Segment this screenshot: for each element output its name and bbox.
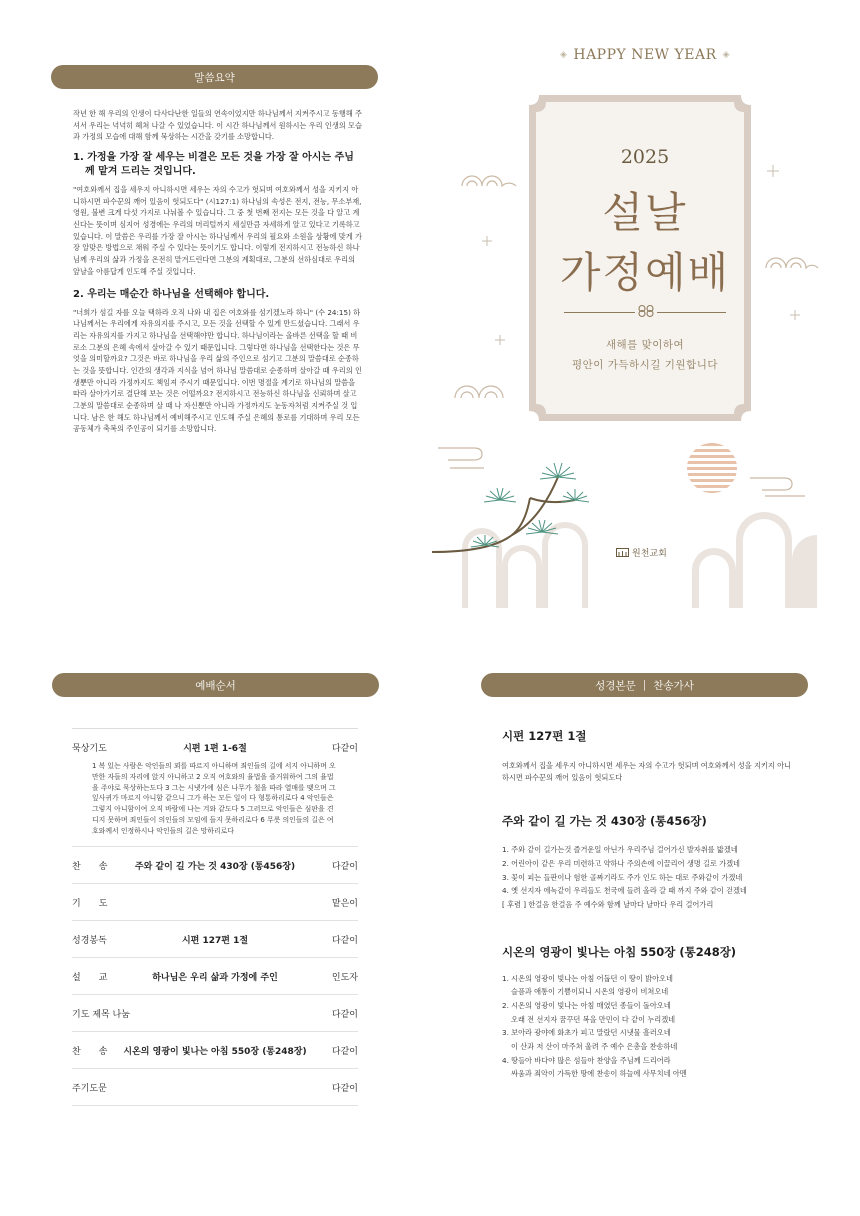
order-row <box>72 995 358 1032</box>
diamond-icon: ◈ <box>559 50 568 60</box>
lyric-line: 4. 땅들아 바다야 많은 섬들아 찬양을 주님께 드리어라 <box>502 1055 671 1065</box>
lyric-line: 싸움과 죄악이 가득한 땅에 찬송이 하늘에 사무치네 아멘 <box>511 1069 687 1079</box>
summary-point1-title: 1. 가정을 가장 잘 세우는 비결은 모든 것을 가장 잘 아시는 주님께 맡겨 드리는 것입니다. <box>73 151 354 178</box>
order-leader: 다같이 <box>331 743 358 754</box>
order-leader: 다같이 <box>331 935 358 946</box>
order-leader: 맡은이 <box>331 898 358 909</box>
header-separator: | <box>642 679 647 691</box>
scripture-header <box>481 673 808 697</box>
lyric-line: 2. 시온의 영광이 빛나는 아침 매였던 종들이 돌아오네 <box>502 1001 671 1011</box>
summary-point1-text: "여호와께서 집을 세우지 아니하시면 세우는 자의 수고가 헛되며 여호와께서 성을 지키지 아니하시면 파수꾼의 깨어 있음이 헛되도다" (시127:1) 하나님의 속성은 전지, 전능, 무소부재, 영원, 불변 크게 다섯 가지로 나눠볼 수 있습니다. 그 중 첫 번째 전지는 모든 것을 다 알고 계신다는 뜻이며 심지어 성경에는 우리의 머리털까지 세실만큼 자세하게 알고 있다고 기록하고 있습니다. 이 말씀은 우리를 가장 잘 아시는 하나님께서 우리의 필요와 소원을 상황에 맞게 가장 알맞은 방법으로 채워 주실 수 있다는 뜻이기도 합니다. 이렇게 전지하시고 전능하신 하나님께 우리의 삶과 가정을 온전히 맡겨드린다면 그분의 계획대로, 그분의 선하심대로 우리의 앞날을 아름답게 인도해 주실 것입니다. <box>73 184 362 276</box>
order-label: 성경봉독 <box>72 935 107 946</box>
lyric-line: 4. 옛 선지자 에녹같이 우리들도 천국에 들려 올라 갈 때 까지 주와 같이 걷겠네 <box>502 886 747 896</box>
order-leader: 다같이 <box>331 861 358 872</box>
summary-intro: 작년 한 해 우리의 인생이 다사다난한 일들의 연속이었지만 하나님께서 지켜주시고 동행해 주셔서 우리는 넉넉히 헤쳐 나갈 수 있었습니다. 이 시간 하나님께서 원하시는 우리 인생의 모습과 가정의 모습에 대해 함께 묵상하는 시간을 갖기를 소망합니다. <box>73 109 362 142</box>
scripture-text: 여호와께서 집을 세우지 아니하시면 세우는 자의 수고가 헛되며 여호와께서 성을 지키지 아니하시면 파수꾼의 깨어 있음이 헛되도다 <box>502 761 791 782</box>
order-row <box>72 958 358 995</box>
lyric-line: 이 산과 저 산이 마주쳐 울려 주 예수 은총을 찬송하네 <box>511 1042 678 1052</box>
lyric-line: 2. 어린아이 같은 우리 미련하고 약하나 주의손에 이끌리어 생명 길로 가겠네 <box>502 858 741 868</box>
summary-header-label: 말씀요약 <box>194 71 235 84</box>
order-leader: 다같이 <box>331 1009 358 1020</box>
cover-title-line1: 설날 <box>602 188 688 237</box>
order-row <box>72 1032 358 1069</box>
lyric-line: 3. 보아라 광야에 화초가 피고 말랐던 시냇물 흘러오네 <box>502 1028 671 1038</box>
hymn1-lyrics <box>502 843 794 911</box>
order-leader: 다같이 <box>331 1046 358 1057</box>
hymn2-title: 시온의 영광이 빛나는 아침 550장 (통248장) <box>502 944 737 959</box>
church-icon <box>616 548 629 557</box>
order-reading: 1 복 있는 사람은 악인들의 꾀를 따르지 아니하며 죄인들의 길에 서지 아니하며 오만한 자들의 자리에 앉지 아니하고 2 오직 여호와의 율법을 즐거워하여 그의 율법을 주야로 묵상하는도다 3 그는 시냇가에 심은 나무가 철을 따라 열매를 맺으며 그 잎사귀가 마르지 아니함 같으니 그가 하는 모든 일이 다 형통하리로다 4 악인들은 그렇지 아니함이여 오직 바람에 나는 겨와 같도다 5 그러므로 악인들은 심판을 견디지 못하며 죄인들이 의인들의 모임에 들지 못하리로다 6 무릇 의인들의 길은 여호와께서 인정하시나 악인들의 길은 망하리로다 <box>92 762 336 835</box>
order-leader: 다같이 <box>331 1083 358 1094</box>
summary-header <box>51 65 378 89</box>
order-row <box>72 847 358 884</box>
happy-new-year-banner <box>430 47 860 63</box>
hymn1-title: 주와 같이 길 가는 것 430장 (통456장) <box>502 814 707 829</box>
lyric-line: 3. 꽃이 피는 들판이나 험한 골짜기라도 주가 인도 하는 대로 주와같이 가겠네 <box>502 872 743 882</box>
cover-panel <box>430 0 860 640</box>
order-label: 주기도문 <box>72 1083 107 1094</box>
lyric-line: 오래 전 선지자 꿈꾸던 복을 만민이 다 같이 누리겠네 <box>511 1014 676 1024</box>
order-row <box>72 1069 358 1106</box>
worship-order-table <box>72 728 358 1106</box>
summary-point2-text: "너희가 섬길 자를 오늘 택하라 오직 나와 내 집은 여호와를 섬기겠노라 하니" (수 24:15) 하나님께서는 우리에게 자유의지를 주시고, 모든 것을 선택할 수 있게 만드셨습니다. 그래서 우리는 자유의지를 가지고 하나님을 선택해야만 합니다. 하나님이라는 올바른 선택을 할 때 비로소 그분의 은혜 속에서 살아갈 수 있기 때문입니다. 그렇다면 하나님을 선택한다는 것은 무엇을 의미할까요? 그것은 바로 하나님을 우리 삶의 주인으로 섬기고 그분의 말씀대로 순종하는 것을 뜻합니다. 인간의 생각과 지식을 넘어 하나님 말씀대로 순종하며 살아갈 때 우리의 인생뿐만 아니라 가정까지도 책임져 주시기 때문입니다. 이번 명절을 계기로 하나님의 말씀을 따라 살아가기로 결단해 보는 것은 어떨까요? 전지하시고 전능하신 하나님을 신뢰하며 살고 그분의 말씀대로 순종하며 살 때 나 자신뿐만 아니라 가정까지도 눈동자처럼 지켜주실 것 입니다. 남은 한 해도 하나님께서 예비해주시고 인도해 주실 은혜의 통로를 기대하며 우리 모든 공동체가 축복의 주인공이 되기를 소망합니다. <box>73 307 362 434</box>
hymn2-lyrics <box>502 972 794 1081</box>
diamond-icon: ◈ <box>722 50 731 60</box>
order-content: 시온의 영광이 빛나는 아침 550장 (통248장) <box>123 1046 307 1057</box>
order-row <box>72 729 358 847</box>
scripture-header-left: 성경본문 <box>595 679 636 692</box>
order-leader: 인도자 <box>331 972 358 983</box>
church-logo <box>616 546 667 559</box>
scripture-and-hymns <box>502 728 794 1081</box>
lyric-line: 1. 주와 같이 길가는것 즐거운일 아닌가 우리주님 걸어가신 발자취를 밟겠네 <box>502 845 738 855</box>
order-row <box>72 884 358 921</box>
cover-title-line2: 가정예배 <box>559 248 731 297</box>
scripture-header-right: 찬송가사 <box>653 679 694 692</box>
lyric-line: [ 후렴 ] 한걸음 한걸음 주 예수와 함께 날마다 날마다 우리 걸어가리 <box>502 900 714 909</box>
order-label: 찬 송 <box>72 861 108 872</box>
order-header <box>52 673 379 697</box>
order-header-label: 예배순서 <box>195 679 236 692</box>
lyric-line: 1. 시온의 영광이 빛나는 아침 어둡던 이 땅이 밝아오네 <box>502 973 673 983</box>
sermon-summary <box>73 108 363 446</box>
cover-decoration <box>430 0 860 640</box>
order-label: 기 도 <box>72 898 108 909</box>
order-content: 하나님은 우리 삶과 가정에 주인 <box>152 972 278 983</box>
church-name: 원천교회 <box>632 549 667 559</box>
order-content: 시편 127편 1절 <box>181 935 249 946</box>
scripture-title: 시편 127편 1절 <box>502 729 587 743</box>
lyric-line: 슬픔과 애통이 기쁨이되니 시온의 영광이 비쳐오네 <box>511 987 669 997</box>
cover-subtitle-line1: 새해를 맞이하여 <box>605 339 685 351</box>
order-label: 기도 제목 나눔 <box>72 1009 130 1020</box>
order-label: 찬 송 <box>72 1046 108 1057</box>
summary-point2-title: 2. 우리는 매순간 하나님을 선택해야 합니다. <box>73 289 270 301</box>
cover-subtitle-line2: 평안이 가득하시길 기원합니다 <box>571 359 719 371</box>
cover-year: 2025 <box>620 146 670 168</box>
order-content: 시편 1편 1-6절 <box>183 743 247 754</box>
order-label: 묵상기도 <box>72 743 107 754</box>
order-row <box>72 921 358 958</box>
knot-icon <box>635 304 657 318</box>
happy-new-year-text: HAPPY NEW YEAR <box>573 47 717 63</box>
order-content: 주와 같이 길 가는 것 430장 (통456장) <box>134 861 296 872</box>
order-label: 설 교 <box>72 972 108 983</box>
